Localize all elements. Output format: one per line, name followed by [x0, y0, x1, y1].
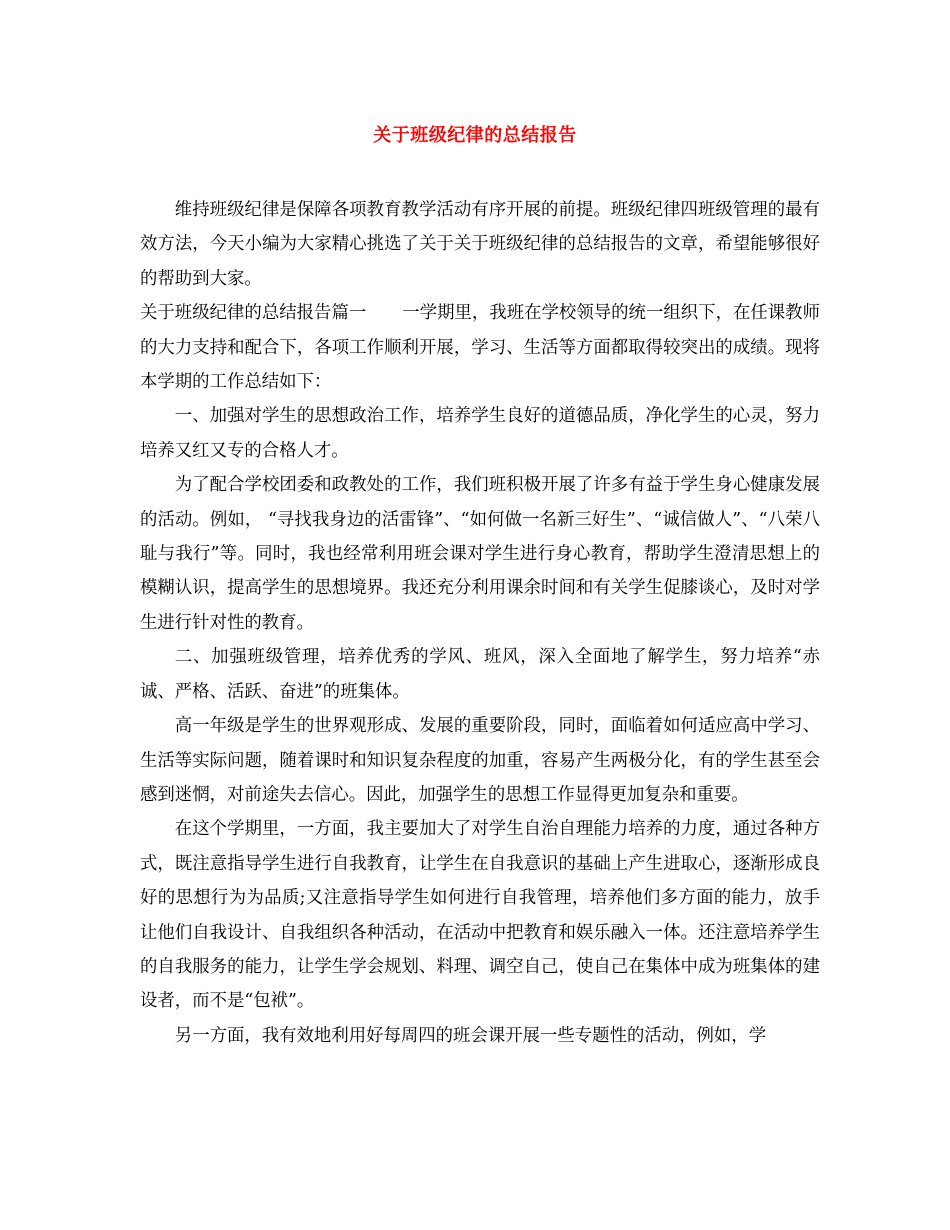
body-paragraph: 一、加强对学生的思想政治工作，培养学生良好的道德品质，净化学生的心灵，努力培养又红又专的合格人才。 — [140, 406, 820, 461]
section-heading: 关于班级纪律的总结报告篇一 — [140, 303, 367, 324]
section-paragraph — [140, 296, 820, 399]
intro-paragraph: 维持班级纪律是保障各项教育教学活动有序开展的前提。班级纪律四班级管理的最有效方法，今天小编为大家精心挑选了关于关于班级纪律的总结报告的文章，希望能够很好的帮助到大家。 — [140, 200, 820, 289]
body-paragraph: 高一年级是学生的世界观形成、发展的重要阶段，同时，面临着如何适应高中学习、生活等实际问题，随着课时和知识复杂程度的加重，容易产生两极分化，有的学生甚至会感到迷惘，对前途失去信心。因此，加强学生的思想工作显得更加复杂和重要。 — [140, 716, 820, 805]
body-paragraph: 为了配合学校团委和政教处的工作，我们班积极开展了许多有益于学生身心健康发展的活动。例如， “寻找我身边的活雷锋”、“如何做一名新三好生”、“诚信做人”、“八荣八耻与我行”等。同时，我也经常利用班会课对学生进行身心教育，帮助学生澄清思想上的模糊认识，提高学生的思想境界。我还充分利用课余时间和有关学生促膝谈心，及时对学生进行针对性的教育。 — [140, 475, 820, 633]
document-title: 关于班级纪律的总结报告 — [373, 125, 577, 146]
section-opening: 一学期里，我班在学校领导的统一组织下，在任课教师的大力支持和配合下，各项工作顺利开展，学习、生活等方面都取得较突出的成绩。现将本学期的工作总结如下： — [140, 303, 820, 393]
body-paragraph: 在这个学期里，一方面，我主要加大了对学生自治自理能力培养的力度，通过各种方式，既注意指导学生进行自我教育，让学生在自我意识的基础上产生进取心，逐渐形成良好的思想行为为品质;又注意指导学生如何进行自我管理，培养他们多方面的能力，放手让他们自我设计、自我组织各种活动，在活动中把教育和娱乐融入一体。还注意培养学生的自我服务的能力，让学生学会规划、料理、调空自己，使自己在集体中成为班集体的建设者，而不是“包袱”。 — [140, 819, 820, 1012]
document-body — [140, 193, 820, 1053]
body-paragraph: 二、加强班级管理，培养优秀的学风、班风，深入全面地了解学生，努力培养“赤诚、严格、活跃、奋进”的班集体。 — [140, 647, 820, 702]
body-paragraph: 另一方面，我有效地利用好每周四的班会课开展一些专题性的活动，例如，学 — [174, 1025, 767, 1046]
